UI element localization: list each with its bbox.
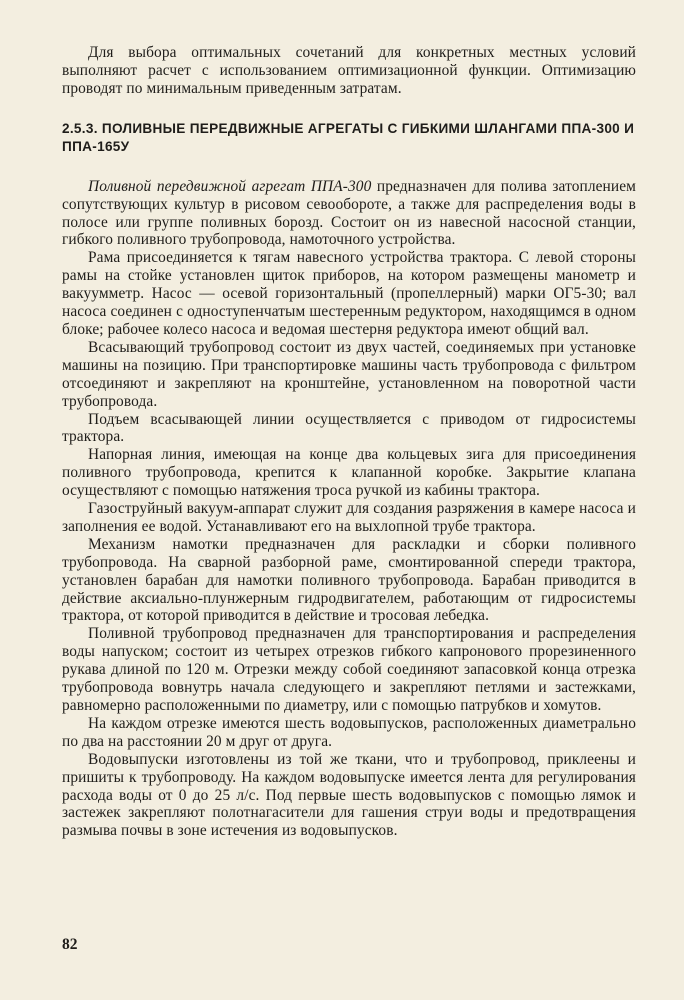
paragraph-2: Рама присоединяется к тягам навесного устройства трактора. С левой стороны рамы на стойке установлен щиток приборов, на котором размещены манометр и вакуумметр. Насос — осевой горизонтальный (пропеллерный) марки ОГ5-30; вал насоса соединен с одноступенчатым шестеренным редуктором, находящимся в одном блоке; рабочее колесо насоса и ведомая шестерня редуктора имеют общий вал. bbox=[62, 249, 636, 338]
paragraph-10: Водовыпуски изготовлены из той же ткани, что и трубопровод, приклеены и пришиты к трубопроводу. На каждом водовыпуске имеется лента для регулирования расхода воды от 0 до 25 л/с. Под первые шесть водовыпусков с помощью лямок и застежек закрепляют полотнагасители для гашения струи воды и предотвращения размыва почвы в зоне истечения из водовыпусков. bbox=[62, 750, 636, 840]
paragraph-4: Подъем всасывающей линии осуществляется с приводом от гидросистемы трактора. bbox=[62, 410, 636, 446]
page-number: 82 bbox=[62, 936, 78, 953]
paragraph-1 bbox=[62, 178, 636, 250]
section-heading: 2.5.3. ПОЛИВНЫЕ ПЕРЕДВИЖНЫЕ АГРЕГАТЫ С ГИБКИМИ ШЛАНГАМИ ППА-300 И ППА-165У bbox=[62, 120, 635, 155]
paragraph-1-text: предназначен для полива затоплением сопутствующих культур в рисовом севообороте, а также для распределения воды в полосе или группе поливных борозд. Состоит он из навесной насосной станции, гибкого поливного трубопровода, намоточного устройства. bbox=[62, 177, 636, 249]
paragraph-9: На каждом отрезке имеются шесть водовыпусков, расположенных диаметрально по два на расстоянии 20 м друг от друга. bbox=[62, 714, 636, 750]
paragraph-3: Всасывающий трубопровод состоит из двух частей, соединяемых при установке машины на позицию. При транспортировке машины часть трубопровода с фильтром отсоединяют и закрепляют на кронштейне, установленном на поворотной части трубопровода. bbox=[62, 338, 636, 410]
paragraph-6: Газоструйный вакуум-аппарат служит для создания разряжения в камере насоса и заполнения ее водой. Устанавливают его на выхлопной трубе трактора. bbox=[62, 500, 636, 535]
page-content bbox=[62, 44, 636, 840]
intro-paragraph: Для выбора оптимальных сочетаний для конкретных местных условий выполняют расчет с использованием оптимизационной функции. Оптимизацию проводят по минимальным приведенным затратам. bbox=[62, 44, 636, 97]
paragraph-8: Поливной трубопровод предназначен для транспортирования и распределения воды напуском; состоит из четырех отрезков гибкого капронового прорезиненного рукава длиной по 120 м. Отрезки между собой соединяют запасовкой конца отрезка трубопровода вовнутрь начала следующего и закрепляют петлями и застежками, равномерно расположенными по диаметру, или с помощью патрубков и хомутов. bbox=[62, 625, 636, 714]
unit-name-italic: Поливной передвижной агрегат ППА-300 bbox=[88, 177, 372, 195]
paragraph-5: Напорная линия, имеющая на конце два кольцевых зига для присоединения поливного трубопровода, крепится к клапанной коробке. Закрытие клапана осуществляют с помощью натяжения троса ручкой из кабины трактора. bbox=[62, 446, 636, 500]
paragraph-7: Механизм намотки предназначен для раскладки и сборки поливного трубопровода. На сварной разборной раме, смонтированной спереди трактора, установлен барабан для намотки поливного трубопровода. Барабан приводится в действие аксиально-плунжерным гидродвигателем, работающим от гидросистемы трактора, от которой приводится в действие и тросовая лебедка. bbox=[62, 535, 636, 625]
